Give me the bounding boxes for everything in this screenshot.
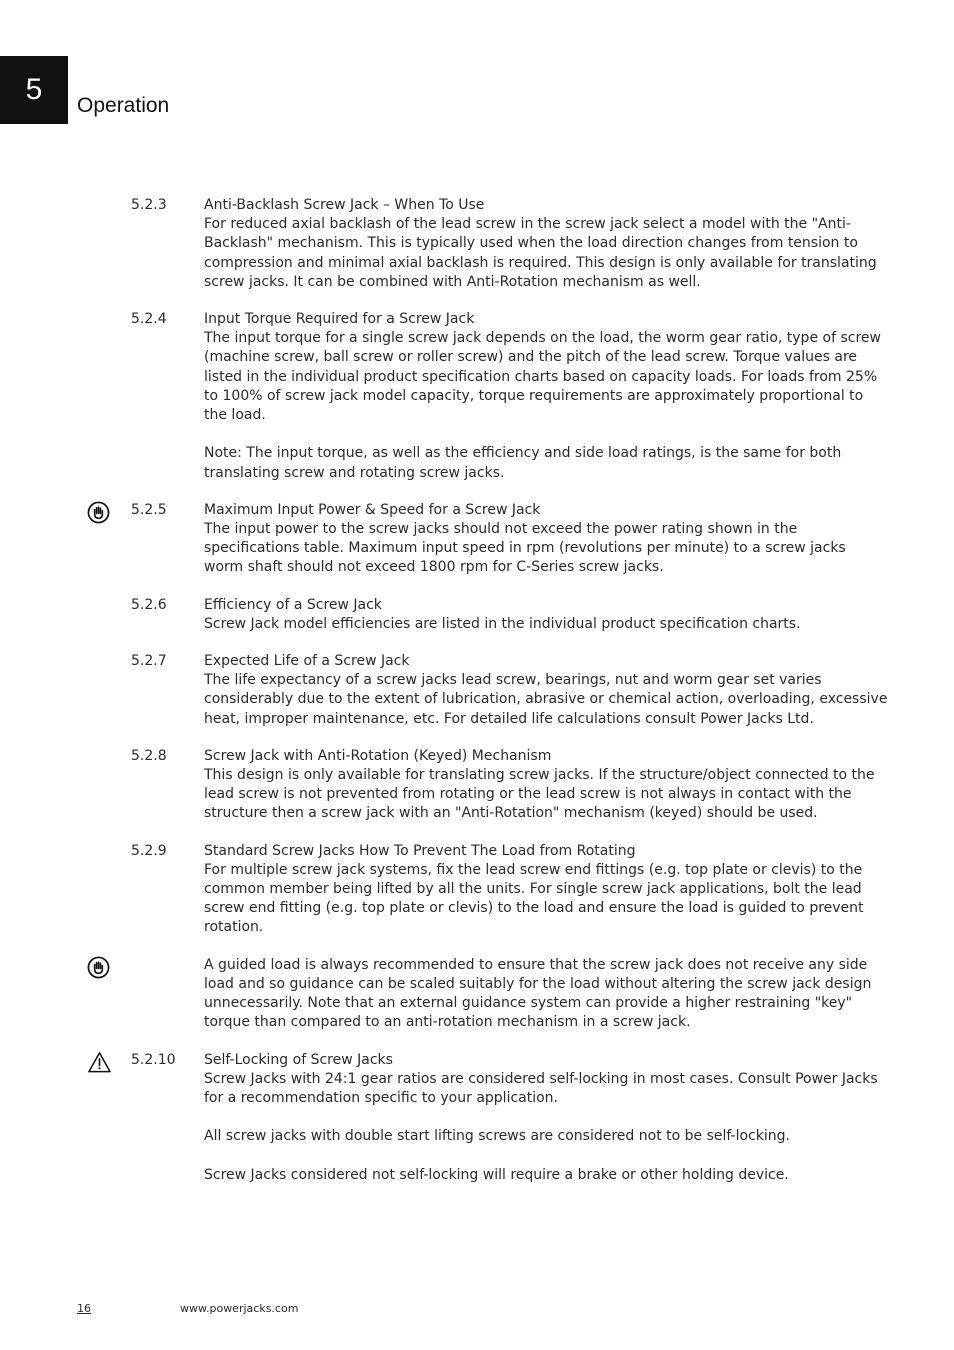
paragraph: Note: The input torque, as well as the efficiency and side load ratings, is the same for both translating screw and rotating screw jacks.	[204, 445, 842, 481]
section-number: 5.2.8	[131, 747, 167, 764]
section-number: 5.2.5	[131, 501, 167, 518]
paragraph: A guided load is always recommended to ensure that the screw jack does not receive any side load and so guidance can be scaled suitably for the load without altering the screw jack design unnecessarily. Note that an external guidance system can provide a higher restraining "key" torque than compared to an anti-rotation mechanism in a screw jack.	[204, 956, 872, 1031]
paragraph: Screw Jacks with 24:1 gear ratios are considered self-locking in most cases. Consult Power Jacks for a recommendation specific to your application.	[204, 1070, 878, 1106]
section-body	[204, 310, 888, 483]
footer-url: www.powerjacks.com	[180, 1302, 299, 1315]
chapter-title: Operation	[77, 94, 170, 117]
paragraph: For multiple screw jack systems, fix the lead screw end fittings (e.g. top plate or clevis) to the common member being lifted by all the units. For single screw jack applications, bolt the lead screw end fitting (e.g. top plate or clevis) to the load and ensure the load is guided to prevent rotation.	[204, 861, 864, 936]
chapter-number: 5	[25, 73, 43, 106]
section	[0, 596, 954, 634]
section-number: 5.2.3	[131, 197, 167, 213]
warning-triangle-icon	[87, 1051, 110, 1074]
page-number: 16	[77, 1302, 91, 1315]
section	[0, 196, 954, 292]
document-body	[0, 196, 954, 1203]
paragraph: This design is only available for translating screw jacks. If the structure/object connected to the lead screw is not prevented from rotating or the lead screw is not always in contact with the structure then a screw jack with an "Anti-Rotation" mechanism (keyed) should be used.	[204, 767, 875, 822]
section-title: Expected Life of a Screw Jack	[204, 653, 410, 670]
section-title: Screw Jack with Anti-Rotation (Keyed) Mechanism	[204, 747, 552, 764]
section	[0, 501, 954, 578]
section-body	[204, 501, 888, 578]
paragraph: Screw Jack model efficiencies are listed in the individual product specification charts.	[204, 615, 801, 632]
section	[0, 956, 954, 1033]
section-body	[204, 596, 888, 634]
paragraph: Screw Jacks considered not self-locking will require a brake or other holding device.	[204, 1166, 789, 1183]
paragraph: For reduced axial backlash of the lead screw in the screw jack select a model with the "Anti-Backlash" mechanism. This is typically used when the load direction changes from tension to compression and minimal axial backlash is required. This design is only available for translating screw jacks. It can be combined with Anti-Rotation mechanism as well.	[204, 216, 877, 290]
section	[0, 842, 954, 938]
section-body	[204, 196, 888, 292]
section-body	[204, 842, 888, 938]
section-title: Anti-Backlash Screw Jack – When To Use	[204, 197, 485, 213]
paragraph: The input torque for a single screw jack depends on the load, the worm gear ratio, type of screw (machine screw, ball screw or roller screw) and the pitch of the lead screw. Torque values are listed in the individual product specification charts based on capacity loads. For loads from 25% to 100% of screw jack model capacity, torque requirements are approximately proportional to the load.	[204, 330, 881, 424]
section	[0, 747, 954, 824]
paragraph: All screw jacks with double start lifting screws are considered not to be self-locking.	[204, 1128, 790, 1145]
section-number: 5.2.10	[131, 1051, 176, 1068]
section	[0, 1051, 954, 1185]
section-number: 5.2.6	[131, 596, 167, 613]
section-body	[204, 747, 888, 824]
section-body	[204, 956, 888, 1033]
hand-stop-icon	[87, 956, 110, 979]
section-title: Self-Locking of Screw Jacks	[204, 1051, 393, 1068]
section-title: Efficiency of a Screw Jack	[204, 596, 382, 613]
hand-stop-icon	[87, 501, 110, 524]
section-title: Input Torque Required for a Screw Jack	[204, 311, 475, 328]
section-body	[204, 652, 888, 729]
section-number: 5.2.7	[131, 653, 167, 670]
section-number: 5.2.4	[131, 311, 167, 328]
section-number: 5.2.9	[131, 842, 167, 859]
paragraph: The life expectancy of a screw jacks lead screw, bearings, nut and worm gear set varies considerably due to the extent of lubrication, abrasive or chemical action, overloading, excessive heat, improper maintenance, etc. For detailed life calculations consult Power Jacks Ltd.	[204, 672, 888, 727]
section	[0, 310, 954, 483]
paragraph: The input power to the screw jacks should not exceed the power rating shown in the specifications table. Maximum input speed in rpm (revolutions per minute) to a screw jacks worm shaft should not exceed 1800 rpm for C-Series screw jacks.	[204, 521, 846, 576]
section	[0, 652, 954, 729]
section-title: Maximum Input Power & Speed for a Screw Jack	[204, 501, 541, 518]
section-title: Standard Screw Jacks How To Prevent The Load from Rotating	[204, 842, 636, 859]
section-body	[204, 1051, 888, 1185]
chapter-number-box	[0, 56, 68, 124]
